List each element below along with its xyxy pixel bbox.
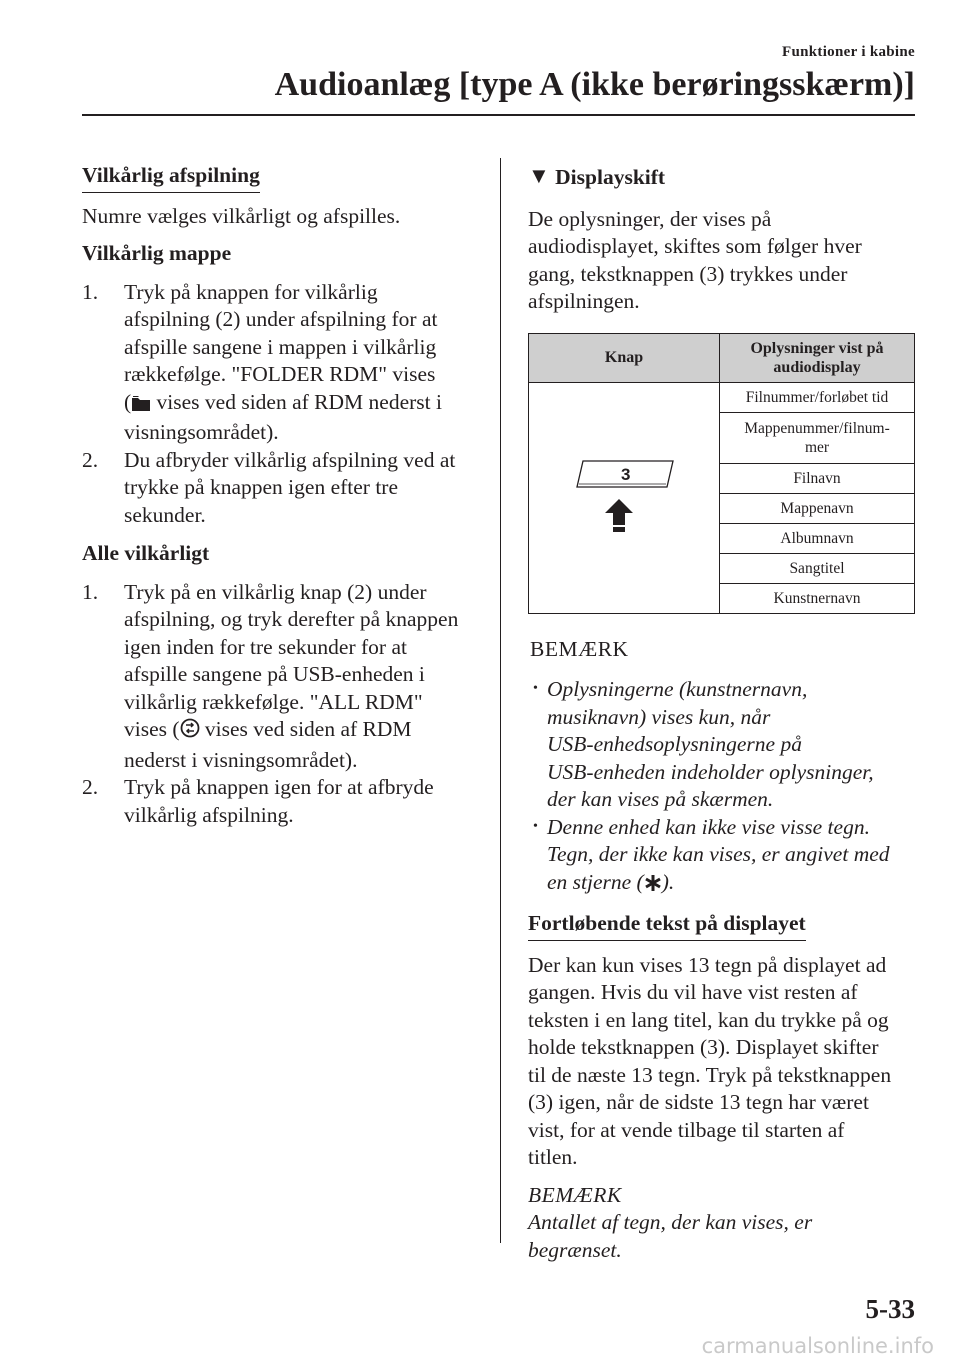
header-rule (82, 114, 915, 116)
text-button-illustration (569, 453, 679, 537)
triangle-marker-icon: ▼ (528, 163, 550, 188)
list-item: 2. Tryk på knappen igen for at afbryde vilkårlig afspilning. (82, 775, 434, 827)
asterisk-icon (644, 872, 662, 900)
table-row: Albumnavn (529, 523, 915, 553)
all-random-steps (82, 579, 482, 830)
button-illustration-cell (529, 382, 720, 613)
list-item: • Oplysningerne (kunstnernavn, musiknavn) vises kun, når USB-enhedsoplysningerne på USB-enheden indeholder oplysninger, der kan vises på skærmen. (530, 676, 918, 814)
heading-displayskift: ▼ Displayskift (528, 163, 666, 189)
table-row: Sangtitel (529, 553, 915, 583)
display-info-table (528, 333, 915, 614)
page-number: 5-33 (865, 1294, 915, 1324)
table-row: Kunstnernavn (529, 583, 915, 613)
note-box-2: BEMÆRK Antallet af tegn, der kan vises, er begrænset. (528, 1182, 918, 1265)
left-column (82, 162, 482, 829)
press-arrow-icon (605, 499, 633, 532)
list-item: 1. Tryk på knappen for vilkårlig afspilning (2) under afspilning for at afspille sangene i mappen i vilkårlig rækkefølge. "FOLDER RDM" vises ( vises ved siden af RDM nederst i visningsområdet). (82, 279, 442, 444)
step-number: 1. (82, 579, 99, 604)
intro-paragraph: De oplysninger, der vises på audiodisplayet, skiftes som følger hver gang, tekstknappen (3) trykkes under afspilningen. (528, 206, 862, 313)
col-header-info: Oplysninger vist på audiodisplay (720, 333, 915, 382)
subheading-alle-vilkarligt: Alle vilkårligt (82, 541, 210, 565)
note-list (530, 676, 918, 899)
list-item: 1. Tryk på en vilkårlig knap (2) under afspilning, og tryk derefter på knappen igen inden for tre sekunder for at afspille sangene på USB-enheden i vilkårlig rækkefølge. "ALL RDM" vises ( vises ved siden af RDM nederst i visningsområdet). (82, 579, 459, 772)
folder-icon (131, 392, 151, 420)
right-column (528, 162, 918, 1264)
list-item: 2. Du afbryder vilkårlig afspilning ved at trykke på knappen igen efter tre sekunder. (82, 447, 456, 527)
table-row: 3 Filnummer/forløbet tid (529, 382, 915, 412)
list-item: • Denne enhed kan ikke vise visse tegn. Tegn, der ikke kan vises, er angivet med en stjerne ( ). (530, 814, 918, 900)
step-number: 1. (82, 279, 99, 304)
heading-vilkarlig-afspilning: Vilkårlig afspilning (82, 162, 260, 193)
column-divider (500, 158, 501, 1243)
button-number-label: 3 (621, 465, 631, 484)
heading-fortlobende-tekst: Fortløbende tekst på displayet (528, 910, 806, 941)
note-title: BEMÆRK (528, 1182, 622, 1207)
body-paragraph: Der kan kun vises 13 tegn på displayet ad gangen. Hvis du vil have vist resten af teksten i en lang titel, kan du trykke på og holde tekstknappen (3). Displayet skifter til de næste 13 tegn. Tryk på tekstknappen (3) igen, når de sidste 13 tegn har været vist, for at vende tilbage til starten af titlen. (528, 952, 892, 1169)
note-title: BEMÆRK (530, 636, 629, 661)
note-box-1 (528, 636, 918, 900)
table-row: Filnavn (529, 463, 915, 493)
col-header-knap: Knap (529, 333, 720, 382)
step-number: 2. (82, 447, 99, 472)
intro-text: Numre vælges vilkårligt og afspilles. (82, 203, 401, 228)
chapter-title: Audioanlæg [type A (ikke berøringsskærm)] (274, 66, 915, 103)
subheading-vilkarlig-mappe: Vilkårlig mappe (82, 241, 232, 265)
folder-random-steps (82, 279, 482, 530)
disc-random-icon (180, 717, 200, 747)
section-label: Funktioner i kabine (782, 44, 915, 60)
table-row: Mappenummer/filnum- mer (529, 412, 915, 463)
step-number: 2. (82, 775, 99, 799)
table-header-row (529, 333, 915, 382)
table-row: Mappenavn (529, 493, 915, 523)
watermark: carmanualsonline.info (701, 1334, 934, 1358)
